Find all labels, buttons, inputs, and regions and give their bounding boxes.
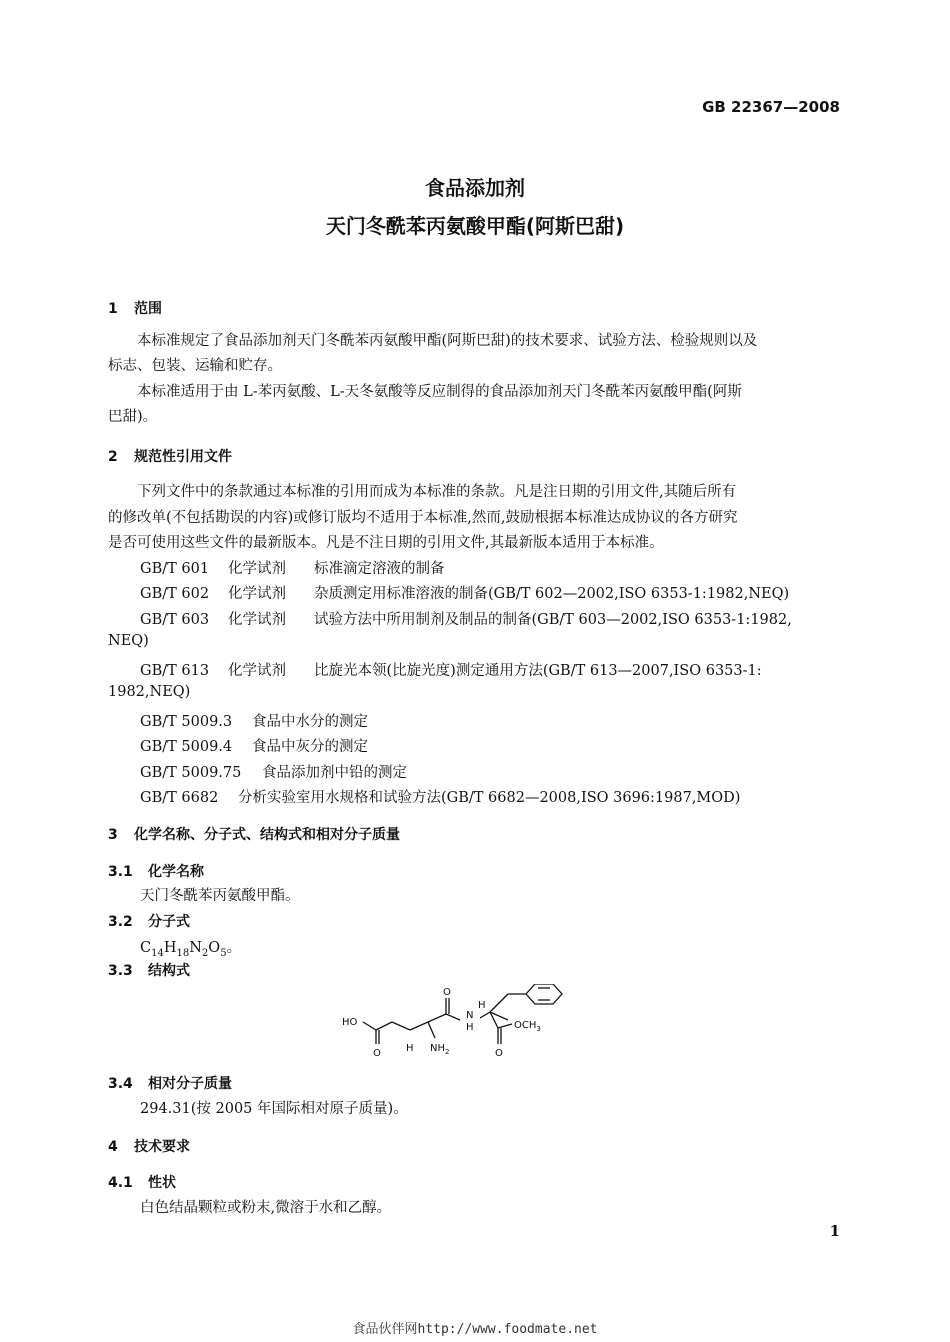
svg-text:N: N [466,1010,474,1021]
ref-title: 分析实验室用水规格和试验方法(GB/T 6682—2008,ISO 3696:1987,MOD) [238,790,741,806]
section-1-para-2b: 巴甜)。 [108,409,158,425]
section-title: 规范性引用文件 [134,449,232,465]
ref-code: GB/T 5009.3 [140,714,233,730]
svg-text:H: H [406,1043,414,1054]
svg-text:O: O [495,1048,503,1059]
subsection-4-1-heading [108,1172,176,1192]
reference-item [140,557,445,578]
svg-text:O: O [443,987,451,998]
ref-title: 比旋光本领(比旋光度)测定通用方法(GB/T 613—2007,ISO 6353-1: [314,663,762,679]
section-title: 范围 [134,301,162,317]
section-number: 4 [108,1139,118,1155]
ref-code: GB/T 603 [140,612,210,628]
ref-category: 化学试剂 [228,612,286,628]
structural-formula [340,984,630,1068]
subsection-number: 4.1 [108,1175,133,1191]
section-4-heading [108,1136,190,1156]
section-2-intro-c: 是否可使用这些文件的最新版本。凡是不注日期的引用文件,其最新版本适用于本标准。 [108,535,664,551]
footer-watermark: 食品伙伴网http://www.foodmate.net [352,1322,598,1337]
section-2-intro-b: 的修改单(不包括勘误的内容)或修订版均不适用于本标准,然而,鼓励根据本标准达成协议的各方研究 [108,510,738,526]
ref-title: 食品中水分的测定 [252,714,368,730]
standard-code: GB 22367—2008 [702,98,840,116]
svg-text:OCH3: $OCH_3$ [514,1020,541,1033]
section-1-heading [108,298,162,318]
reference-item [140,582,789,603]
subsection-3-4-heading [108,1073,232,1093]
section-title: 化学名称、分子式、结构式和相对分子质量 [134,827,400,843]
subsection-number: 3.4 [108,1076,133,1092]
document-title-line2: 天门冬酰苯丙氨酸甲酯(阿斯巴甜) [325,214,625,238]
ref-code: GB/T 601 [140,561,210,577]
page-number: 1 [829,1222,840,1240]
section-2-heading [108,446,232,466]
section-number: 1 [108,301,118,317]
reference-item-continuation: NEQ) [108,633,149,649]
reference-item [140,735,368,756]
ref-code: GB/T 602 [140,586,210,602]
ref-category: 化学试剂 [228,663,286,679]
reference-item-continuation: 1982,NEQ) [108,684,191,700]
section-2-intro-a: 下列文件中的条款通过本标准的引用而成为本标准的条款。凡是注日期的引用文件,其随后所有 [137,484,737,500]
ref-title: 标准滴定溶液的制备 [314,561,445,577]
section-1-para-2a: 本标准适用于由 L-苯丙氨酸、L-天冬氨酸等反应制得的食品添加剂天门冬酰苯丙氨酸甲酯(阿斯 [137,384,742,400]
svg-text:H: H [466,1022,474,1033]
section-number: 3 [108,827,118,843]
ref-category: 化学试剂 [228,561,286,577]
ref-title: 试验方法中所用制剂及制品的制备(GB/T 603—2002,ISO 6353-1:1982, [314,612,792,628]
subsection-title: 性状 [148,1175,176,1191]
svg-text:O: O [373,1048,381,1059]
subsection-number: 3.1 [108,864,133,880]
section-title: 技术要求 [134,1139,190,1155]
svg-text:NH2: $NH_2$ [430,1043,450,1056]
section-number: 2 [108,449,118,465]
subsection-title: 相对分子质量 [148,1076,232,1092]
ref-code: GB/T 613 [140,663,210,679]
subsection-title: 结构式 [148,963,190,979]
subsection-3-1-heading [108,861,204,881]
molecular-weight: 294.31(按 2005 年国际相对原子质量)。 [140,1101,408,1117]
ref-code: GB/T 5009.75 [140,765,242,781]
subsection-number: 3.3 [108,963,133,979]
appearance-text: 白色结晶颗粒或粉末,微溶于水和乙醇。 [140,1200,392,1216]
subsection-title: 化学名称 [148,864,204,880]
subsection-number: 3.2 [108,914,133,930]
reference-item [140,786,740,807]
reference-item [140,659,762,680]
section-3-heading [108,824,400,844]
document-title-line1: 食品添加剂 [425,176,525,200]
ref-title: 食品中灰分的测定 [252,739,368,755]
ref-title: 食品添加剂中铅的测定 [262,765,407,781]
reference-item [140,710,368,731]
section-1-para-1a: 本标准规定了食品添加剂天门冬酰苯丙氨酸甲酯(阿斯巴甜)的技术要求、试验方法、检验规则以及 [137,333,758,349]
ref-code: GB/T 6682 [140,790,219,806]
subsection-title: 分子式 [148,914,190,930]
svg-text:H: H [478,1000,486,1011]
section-1-para-1b: 标志、包装、运输和贮存。 [108,358,282,374]
subsection-3-2-heading [108,911,190,931]
ref-category: 化学试剂 [228,586,286,602]
chemical-name: 天门冬酰苯丙氨酸甲酯。 [140,888,300,904]
ref-title: 杂质测定用标准溶液的制备(GB/T 602—2002,ISO 6353-1:1982,NEQ) [314,586,790,602]
molecular-formula: $C_{14}H_{18}N_2O_5$。 [140,940,242,959]
subsection-3-3-heading [108,960,190,980]
reference-item [140,761,407,782]
ref-code: GB/T 5009.4 [140,739,233,755]
svg-text:HO: HO [342,1017,358,1028]
reference-item [140,608,792,629]
